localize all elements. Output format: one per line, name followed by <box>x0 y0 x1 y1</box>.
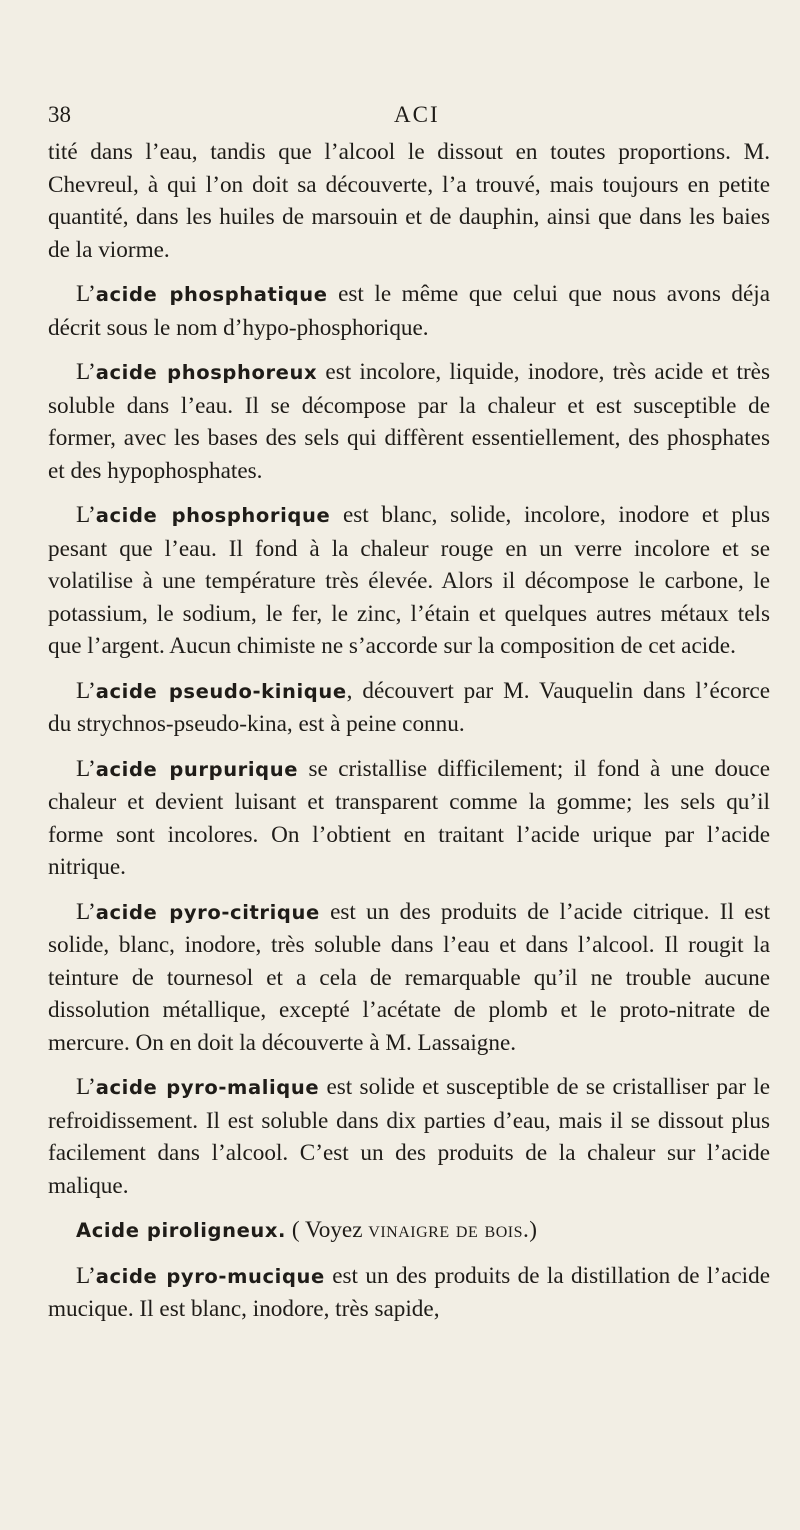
entry-acide-pyro-mucique <box>48 1260 770 1326</box>
cross-reference: vinaigre de bois. <box>368 1217 530 1243</box>
entry-term: acide pyro-citrique <box>95 900 320 924</box>
entry-term: acide phosphoreux <box>95 361 318 384</box>
entry-text: est solide et susceptible de se cristalliser par le refroidissement. Il est soluble dans dix parties d’eau, mais il se dissout plus facilement dans l’alcool. C’est un des produits de la chaleur sur l’acide malique. <box>48 1074 770 1199</box>
entry-acide-purpurique <box>48 753 770 884</box>
paragraph-continuation <box>48 136 770 266</box>
entry-acide-pseudo-kinique <box>48 675 770 741</box>
entry-text: ( Voyez <box>286 1217 369 1243</box>
entry-acide-phosphatique <box>48 278 770 344</box>
entry-lead: L’ <box>76 502 96 528</box>
entry-term: acide pseudo-kinique <box>95 679 347 703</box>
entry-tail: ) <box>529 1217 538 1243</box>
entry-term: acide pyro-malique <box>95 1076 320 1099</box>
entry-text: est un des produits de l’acide citrique. Il est solide, blanc, inodore, très soluble dans l’eau et dans l’alcool. Il rougit la teinture de tournesol et a cela de remarquable qu’il ne trouble aucune dissolution métallique, excepté l’acétate de plomb et le proto-nitrate de mercure. On en doit la découverte à M. Lassaigne. <box>48 898 771 1056</box>
entry-lead: L’ <box>76 359 96 385</box>
entry-text: est un des produits de la distillation de l’acide mucique. Il est blanc, inodore, très sapide, <box>48 1262 770 1322</box>
paragraph-text: tité dans l’eau, tandis que l’alcool le dissout en toutes proportions. M. Chevreul, à qui l’on doit sa découverte, l’a trouvé, mais toujours en petite quantité, dans les huiles de marsouin et de dauphin, ainsi que dans les baies de la viorme. <box>48 139 770 263</box>
entry-lead: L’ <box>76 677 96 704</box>
entry-term: Acide pirolignеux. <box>76 1219 287 1242</box>
body-text <box>48 136 770 1326</box>
entry-lead: L’ <box>76 1074 96 1100</box>
entry-term: acide purpurique <box>95 757 299 781</box>
entry-text: se cristallise difficilement; il fond à une douce chaleur et devient luisant et transparent comme la gomme; les sels qu’il forme sont incolores. On l’obtient en traitant l’acide urique par l’acide nitrique. <box>48 755 770 880</box>
entry-term: acide phosphorique <box>95 504 331 527</box>
page-number: 38 <box>48 102 71 127</box>
entry-lead: L’ <box>76 281 96 307</box>
entry-acide-pirolignеux <box>48 1214 770 1248</box>
entry-text: est incolore, liquide, inodore, très acide et très soluble dans l’eau. Il se décompose par la chaleur et est susceptible de former, avec les bases des sels qui diffèrent essentiellement, des phosphates et des hypophosphates. <box>48 359 770 484</box>
entry-lead: L’ <box>76 755 96 782</box>
entry-term: acide phosphatique <box>95 283 328 306</box>
header-title: ACI <box>394 102 440 127</box>
entry-acide-phosphorique <box>48 499 770 663</box>
entry-text: est blanc, solide, incolore, inodore et plus pesant que l’eau. Il fond à la chaleur rouge en un verre incolore et se volatilise à une température très élevée. Alors il décompose le carbone, le potassium, le sodium, le fer, le zinc, l’étain et quelques autres métaux tels que l’argent. Aucun chimiste ne s’accorde sur la composition de cet acide. <box>48 502 771 659</box>
entry-text: , découvert par M. Vauquelin dans l’écorce du strychnos-pseudo-kina, est à peine connu. <box>48 677 771 737</box>
running-head <box>48 96 770 136</box>
entry-text: est le même que celui que nous avons déja décrit sous le nom d’hypo-phosphorique. <box>48 281 770 341</box>
entry-acide-pyro-citrique <box>48 896 770 1060</box>
entry-lead: L’ <box>76 1262 96 1289</box>
entry-lead: L’ <box>76 898 96 925</box>
entry-term: acide pyro-mucique <box>95 1264 325 1288</box>
entry-acide-phosphoreux <box>48 356 770 487</box>
entry-acide-pyro-malique <box>48 1071 770 1202</box>
